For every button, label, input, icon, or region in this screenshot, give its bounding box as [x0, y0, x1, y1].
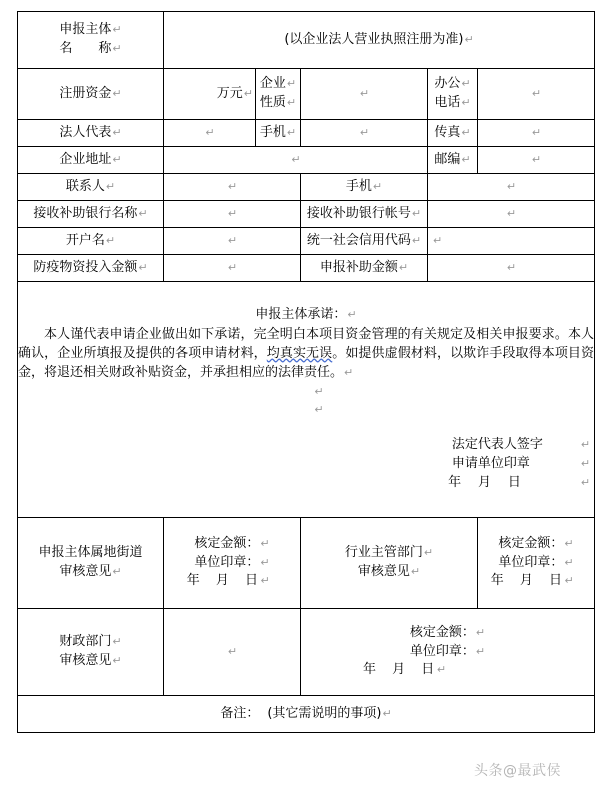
return-mark: ↵ — [205, 125, 215, 139]
return-mark: ↵ — [564, 555, 574, 569]
cell-bank-name-label — [18, 201, 164, 228]
cell-commitment[interactable] — [18, 282, 595, 518]
return-mark: ↵ — [344, 365, 354, 379]
commitment-signature-block — [18, 436, 594, 493]
fax-label: 传真 — [434, 124, 461, 140]
return-mark: ↵ — [411, 206, 422, 220]
return-mark: ↵ — [112, 152, 122, 166]
cell-fax-label — [428, 120, 478, 147]
signature-legal-rep-text: 法定代表人签字 — [451, 437, 543, 453]
return-mark: ↵ — [580, 438, 591, 452]
cell-contact-mobile-value[interactable] — [428, 174, 595, 201]
table-row-remark — [18, 696, 595, 733]
watermark-author: 最武侯 — [517, 763, 561, 779]
return-mark: ↵ — [314, 403, 324, 417]
cell-office-phone-label — [428, 69, 478, 120]
enterprise-nature-label-line2: 性质 — [259, 95, 286, 110]
finance-review-amount-label: 核定金额： — [409, 624, 475, 640]
return-mark: ↵ — [461, 77, 471, 91]
postcode-label: 邮编 — [434, 151, 461, 167]
table-row-registered-capital — [18, 69, 595, 120]
return-mark: ↵ — [580, 457, 591, 471]
return-mark: ↵ — [436, 663, 448, 677]
cell-epidemic-investment-label — [18, 255, 164, 282]
street-review-seal-label: 单位印章： — [194, 554, 260, 570]
signature-line-legal-rep — [18, 436, 590, 455]
legal-rep-label: 法人代表 — [59, 124, 112, 140]
cell-bank-account-label — [301, 201, 428, 228]
application-form-table — [17, 11, 595, 733]
table-row-contact — [18, 174, 595, 201]
return-mark: ↵ — [314, 384, 324, 398]
industry-review-date — [478, 572, 594, 591]
return-mark: ↵ — [506, 206, 517, 220]
return-mark: ↵ — [227, 206, 238, 220]
cell-postcode-value[interactable] — [478, 147, 595, 174]
return-mark: ↵ — [286, 125, 297, 139]
applicant-name-value: (以企业法人营业执照注册为准) — [284, 31, 464, 47]
return-mark: ↵ — [112, 565, 122, 578]
return-mark: ↵ — [359, 125, 370, 139]
return-mark: ↵ — [564, 536, 574, 550]
account-holder-label: 开户名 — [65, 232, 105, 248]
table-row-applicant-name — [18, 12, 595, 69]
subsidy-amount-label: 申报补助金额 — [319, 259, 398, 275]
return-mark: ↵ — [227, 233, 238, 247]
cell-address-label — [18, 147, 164, 174]
enterprise-nature-label-line1: 企业 — [259, 76, 286, 92]
street-review-date-label: 年 月 日 — [186, 573, 260, 589]
return-mark: ↵ — [531, 86, 542, 100]
return-mark: ↵ — [506, 260, 517, 274]
street-review-seal — [164, 554, 300, 573]
cell-enterprise-nature-label — [256, 69, 301, 120]
return-mark: ↵ — [398, 260, 409, 274]
return-mark: ↵ — [372, 179, 383, 193]
commitment-body-emphasis: 均真实无误 — [266, 345, 333, 361]
office-phone-label-line2: 电话 — [434, 95, 461, 110]
cell-registered-capital-unit[interactable] — [164, 69, 256, 120]
remark-label: 备注： — [220, 705, 260, 721]
return-mark: ↵ — [506, 179, 517, 193]
table-row-review-street-industry — [18, 518, 595, 609]
street-review-amount — [164, 535, 300, 554]
watermark-prefix: 头条 — [474, 763, 503, 779]
return-mark: ↵ — [112, 654, 122, 667]
cell-account-holder-value[interactable] — [164, 228, 301, 255]
cell-applicant-name-label — [18, 12, 164, 69]
cell-finance-review-note[interactable] — [164, 609, 301, 696]
signature-line-seal — [18, 455, 590, 474]
return-mark: ↵ — [260, 555, 270, 569]
return-mark: ↵ — [227, 260, 238, 274]
cell-industry-review-detail[interactable] — [478, 518, 595, 609]
cell-fax-value[interactable] — [478, 120, 595, 147]
commitment-blank-line-2 — [18, 401, 594, 420]
watermark — [474, 760, 561, 780]
legal-mobile-label: 手机 — [259, 124, 286, 140]
street-review-date — [164, 572, 300, 591]
cell-applicant-name-value[interactable] — [164, 12, 595, 69]
applicant-name-label-line1: 申报主体 — [59, 22, 112, 38]
table-row-account-holder — [18, 228, 595, 255]
return-mark: ↵ — [382, 706, 392, 720]
cell-subsidy-amount-value[interactable] — [428, 255, 595, 282]
return-mark: ↵ — [260, 574, 272, 588]
return-mark: ↵ — [461, 125, 471, 139]
contact-label: 联系人 — [65, 178, 105, 194]
registered-capital-label: 注册资金 — [59, 85, 112, 101]
return-mark: ↵ — [138, 206, 148, 220]
cell-registered-capital-label — [18, 69, 164, 120]
cell-legal-rep-value[interactable] — [164, 120, 256, 147]
office-phone-label-line1: 办公 — [434, 76, 461, 92]
return-mark: ↵ — [410, 565, 421, 578]
return-mark: ↵ — [531, 152, 542, 166]
return-mark: ↵ — [475, 644, 486, 658]
cell-contact-label — [18, 174, 164, 201]
commitment-body-part2: 。如提供虚假材料，以欺诈手段取得本项目资金，将退还相关财政补贴资金，并承担相应的法律责任。 — [18, 345, 595, 380]
bank-account-label: 接收补助银行帐号 — [306, 205, 411, 221]
return-mark: ↵ — [227, 644, 238, 658]
return-mark: ↵ — [359, 86, 370, 100]
applicant-name-label-line2: 名 称 — [59, 41, 112, 56]
return-mark: ↵ — [464, 32, 474, 46]
cell-address-value[interactable] — [164, 147, 428, 174]
table-row-commitment — [18, 282, 595, 518]
return-mark: ↵ — [461, 96, 471, 109]
cell-bank-account-value[interactable] — [428, 201, 595, 228]
cell-bank-name-value[interactable] — [164, 201, 301, 228]
cell-contact-value[interactable] — [164, 174, 301, 201]
cell-industry-review-label — [301, 518, 478, 609]
industry-review-date-label: 年 月 日 — [490, 573, 564, 589]
watermark-at-symbol: @ — [503, 763, 518, 779]
return-mark: ↵ — [286, 96, 297, 109]
industry-review-seal-label: 单位印章： — [498, 554, 564, 570]
return-mark: ↵ — [423, 546, 434, 560]
cell-remark[interactable] — [18, 696, 595, 733]
return-mark: ↵ — [138, 260, 148, 274]
epidemic-investment-label: 防疫物资投入金额 — [33, 259, 138, 275]
cell-legal-mobile-value[interactable] — [301, 120, 428, 147]
commitment-body — [18, 326, 594, 383]
return-mark: ↵ — [531, 125, 542, 139]
return-mark: ↵ — [564, 574, 576, 588]
cell-finance-review-detail[interactable] — [301, 609, 595, 696]
finance-review-label-line2: 审核意见 — [59, 653, 112, 668]
return-mark: ↵ — [260, 536, 270, 550]
bank-name-label: 接收补助银行名称 — [33, 205, 138, 221]
return-mark: ↵ — [286, 77, 297, 91]
table-row-legal-representative — [18, 120, 595, 147]
signature-line-date — [18, 474, 590, 493]
street-review-label-line1: 申报主体属地街道 — [38, 545, 143, 561]
cell-street-review-label — [18, 518, 164, 609]
return-mark: ↵ — [112, 86, 122, 100]
finance-review-seal — [301, 643, 594, 662]
cell-contact-mobile-label — [301, 174, 428, 201]
cell-office-phone-value[interactable] — [478, 69, 595, 120]
return-mark: ↵ — [291, 152, 301, 166]
return-mark: ↵ — [105, 233, 116, 247]
cell-enterprise-nature-value[interactable] — [301, 69, 428, 120]
finance-review-label-line1: 财政部门 — [59, 634, 112, 650]
registered-capital-unit: 万元 — [216, 85, 243, 101]
industry-review-amount-label: 核定金额： — [498, 535, 564, 551]
cell-street-review-detail[interactable] — [164, 518, 301, 609]
return-mark: ↵ — [243, 86, 253, 100]
table-row-review-finance — [18, 609, 595, 696]
return-mark: ↵ — [433, 233, 443, 247]
finance-review-date-label: 年 月 日 — [363, 662, 436, 678]
return-mark: ↵ — [347, 308, 357, 322]
return-mark: ↵ — [580, 475, 591, 489]
street-review-amount-label: 核定金额： — [194, 535, 260, 551]
address-label: 企业地址 — [59, 151, 112, 167]
finance-review-date — [301, 661, 594, 680]
cell-legal-mobile-label — [256, 120, 301, 147]
return-mark: ↵ — [411, 233, 422, 247]
cell-account-holder-label — [18, 228, 164, 255]
table-row-address — [18, 147, 595, 174]
cell-subsidy-amount-label — [301, 255, 428, 282]
industry-review-seal — [478, 554, 594, 573]
return-mark: ↵ — [112, 635, 122, 649]
commitment-title: 申报主体承诺： — [255, 307, 347, 323]
return-mark: ↵ — [461, 152, 471, 166]
industry-review-amount — [478, 535, 594, 554]
return-mark: ↵ — [105, 179, 116, 193]
cell-finance-review-label — [18, 609, 164, 696]
commitment-body-part1: 本人谨代表申请企业做出如下承诺，完全明白本项目资金管理的有关规定及相关申报要求。本人确认，企业所填报及提供的各项申请材料， — [18, 327, 595, 361]
commitment-title-line — [18, 306, 594, 325]
industry-review-label-line1: 行业主管部门 — [344, 545, 423, 561]
street-review-label-line2: 审核意见 — [59, 564, 112, 579]
remark-hint: (其它需说明的事项) — [267, 705, 382, 721]
finance-review-seal-label: 单位印章： — [409, 643, 475, 659]
cell-postcode-label — [428, 147, 478, 174]
table-row-bank — [18, 201, 595, 228]
return-mark: ↵ — [112, 42, 122, 55]
finance-review-amount — [301, 624, 594, 643]
industry-review-label-line2: 审核意见 — [357, 564, 410, 579]
commitment-blank-line-1 — [18, 383, 594, 402]
table-row-amounts — [18, 255, 595, 282]
return-mark: ↵ — [112, 125, 122, 139]
signature-seal-text: 申请单位印章 — [451, 456, 530, 472]
return-mark: ↵ — [227, 179, 238, 193]
return-mark: ↵ — [112, 23, 122, 37]
signature-date-text: 年 月 日 — [448, 474, 523, 490]
cell-epidemic-investment-value[interactable] — [164, 255, 301, 282]
contact-mobile-label: 手机 — [345, 178, 372, 194]
cell-credit-code-value[interactable] — [428, 228, 595, 255]
return-mark: ↵ — [475, 625, 486, 639]
credit-code-label: 统一社会信用代码 — [306, 232, 411, 248]
cell-legal-rep-label — [18, 120, 164, 147]
cell-credit-code-label — [301, 228, 428, 255]
